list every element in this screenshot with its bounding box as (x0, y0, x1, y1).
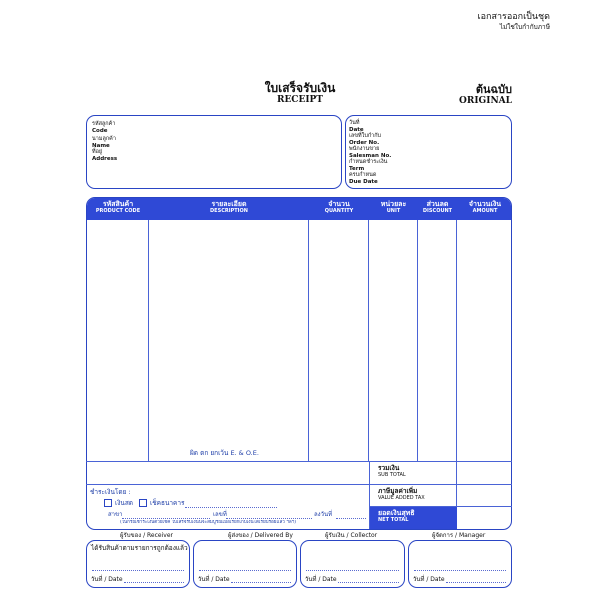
summary-line (369, 484, 512, 485)
receiver-date-line (124, 582, 184, 583)
receiver-date-label: วันที่ / Date (91, 576, 123, 583)
col-quantity (309, 198, 369, 220)
cash-checkbox[interactable] (104, 499, 112, 507)
copy-title-th: ต้นฉบับ (475, 83, 512, 96)
top-note (430, 12, 550, 32)
manager-date-label: วันที่ / Date (413, 576, 445, 583)
term-label-en: Term (349, 165, 365, 172)
customer-address-th: ที่อยู่ (92, 149, 103, 155)
col-description-en: DESCRIPTION (210, 208, 248, 214)
vat-row (370, 488, 457, 501)
col-unit (369, 198, 418, 220)
subtotal-row (370, 465, 457, 478)
customer-code-th: รหัสลูกค้า (92, 121, 116, 127)
subtotal-label-en: SUB TOTAL (378, 472, 406, 478)
col-amount-th: จำนวนเงิน (468, 200, 502, 208)
collector-sign-line (306, 570, 399, 571)
col-quantity-en: QUANTITY (324, 208, 354, 214)
receiver-note: ได้รับสินค้าตามรายการถูกต้องแล้ว (91, 544, 188, 552)
net-total-row (370, 507, 457, 529)
payment-top-line (86, 484, 370, 485)
top-note-subtitle: ไม่ใช่ใบกำกับภาษี (499, 23, 550, 31)
col-unit-en: UNIT (386, 208, 401, 214)
date-paid-label: ลงวันที่ (314, 511, 333, 518)
col-discount-th: ส่วนลด (426, 200, 449, 208)
col-product-code-en: PRODUCT CODE (95, 208, 141, 214)
top-note-title: เอกสารออกเป็นชุด (477, 12, 550, 22)
col-quantity-th: จำนวน (328, 200, 350, 208)
col-product-code-th: รหัสสินค้า (102, 200, 134, 208)
column-divider (368, 220, 369, 462)
column-divider (417, 220, 418, 462)
term-label-th: กำหนดชำระเงิน (349, 159, 388, 165)
manager-date-line (446, 582, 506, 583)
col-description (149, 198, 309, 220)
net-total-label-en: NET TOTAL (378, 517, 409, 523)
manager-sign-line (414, 570, 506, 571)
sales-label-en: Salesman No. (349, 152, 392, 159)
column-divider (148, 220, 149, 462)
collector-title: ผู้รับเงิน / Collector (325, 532, 378, 539)
customer-code-en: Code (92, 127, 108, 134)
delivered-title: ผู้ส่งของ / Delivered By (228, 532, 293, 539)
table-body-bottom-line (86, 461, 512, 462)
order-label-en: Order No. (349, 139, 380, 146)
col-description-th: รายละเอียด (211, 200, 247, 208)
customer-address-en: Address (92, 155, 118, 162)
due-label-en: Due Date (349, 178, 378, 185)
items-table-header (87, 198, 511, 220)
due-label-th: ครบกำหนด (349, 172, 377, 178)
info-labels (349, 120, 391, 185)
customer-name-en: Name (92, 142, 110, 149)
date-label-en: Date (349, 126, 364, 133)
cash-label: เงินสด (115, 499, 134, 507)
copy-heading (440, 84, 512, 106)
date-label-th: วันที่ (349, 120, 360, 126)
col-discount (418, 198, 457, 220)
col-unit-th: หน่วยละ (380, 200, 407, 208)
collector-date-label: วันที่ / Date (305, 576, 337, 583)
number-label: เลขที่ (213, 511, 227, 518)
subtotal-label-th: รวมเงิน (378, 464, 400, 472)
delivered-date-label: วันที่ / Date (198, 576, 230, 583)
number-line (226, 518, 312, 519)
receiver-sign-line (92, 570, 184, 571)
items-table (86, 197, 512, 530)
column-divider (456, 220, 457, 529)
net-total-label-th: ยอดเงินสุทธิ (378, 509, 415, 517)
cheque-label: เช็คธนาคาร (150, 499, 185, 507)
col-amount-en: AMOUNT (472, 208, 498, 214)
receipt-heading (255, 82, 345, 105)
vat-label-th: ภาษีมูลค่าเพิ่ม (378, 487, 418, 495)
cheque-checkbox[interactable] (139, 499, 147, 507)
branch-label: สาขา (108, 511, 123, 518)
manager-title: ผู้จัดการ / Manager (432, 532, 486, 539)
vat-label-en: VALUE ADDED TAX (378, 495, 425, 501)
receipt-title-en: RECEIPT (276, 95, 324, 105)
payment-note: (ในกรณีชำระเงินด้วยเช็ค ใบเสร็จรับเงินนี้จะสมบูรณ์เมื่อเรียกเก็บเงินได้เรียบร้อยแล้ว ฯลฯ) (120, 520, 297, 525)
collector-date-line (338, 582, 399, 583)
customer-box (86, 115, 342, 189)
receipt-title-th: ใบเสร็จรับเงิน (264, 81, 336, 95)
delivered-date-line (231, 582, 291, 583)
date-paid-line (336, 518, 366, 519)
eoe-note: ผิด ตก ยกเว้น E. & O.E. (190, 449, 259, 457)
sales-label-th: พนักงานขาย (349, 146, 380, 152)
order-label-th: เลขที่ใบกำกับ (349, 133, 382, 139)
receiver-title: ผู้รับของ / Receiver (120, 532, 173, 539)
branch-line (122, 518, 210, 519)
col-amount (457, 198, 512, 220)
delivered-sign-line (199, 570, 291, 571)
customer-labels (92, 121, 117, 162)
payment-label: ชำระเงินโดย : (90, 488, 131, 496)
cheque-bank-line (185, 507, 277, 508)
copy-title-en: ORIGINAL (459, 96, 512, 106)
column-divider (308, 220, 309, 462)
customer-name-th: นามลูกค้า (92, 136, 116, 142)
col-discount-en: DISCOUNT (422, 208, 453, 214)
col-product-code (87, 198, 149, 220)
